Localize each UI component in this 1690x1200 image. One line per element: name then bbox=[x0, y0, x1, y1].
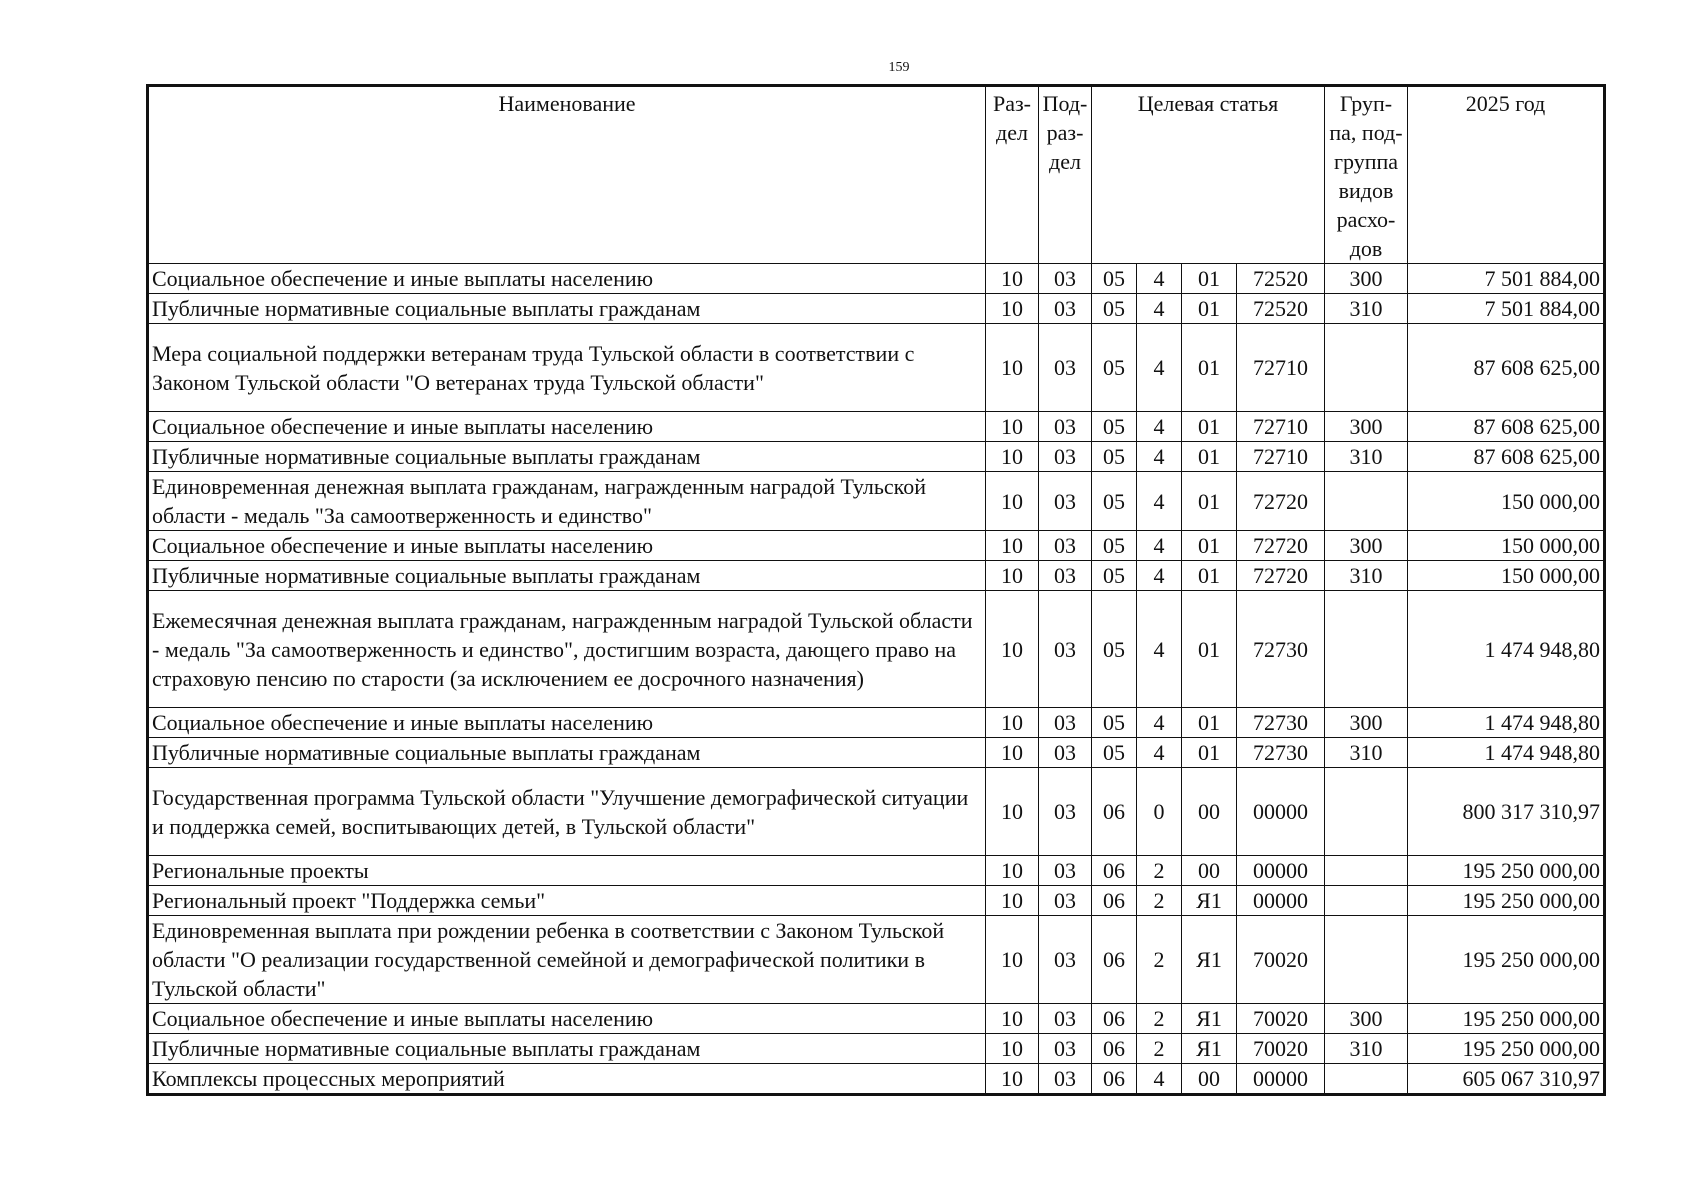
cell-target-direction: 72720 bbox=[1237, 561, 1325, 591]
cell-section: 10 bbox=[986, 472, 1039, 531]
cell-name: Социальное обеспечение и иные выплаты населению bbox=[149, 531, 986, 561]
cell-target-direction: 72730 bbox=[1237, 591, 1325, 708]
cell-name: Публичные нормативные социальные выплаты гражданам bbox=[149, 561, 986, 591]
cell-target-subprogram: 4 bbox=[1137, 591, 1182, 708]
cell-name: Государственная программа Тульской области "Улучшение демографической ситуации и поддержка семей, воспитывающих детей, в Тульской области" bbox=[149, 768, 986, 856]
table-row bbox=[149, 472, 1604, 531]
cell-target-direction: 72520 bbox=[1237, 264, 1325, 294]
page-number: 159 bbox=[888, 60, 910, 75]
cell-expense-group bbox=[1325, 472, 1408, 531]
cell-section: 10 bbox=[986, 856, 1039, 886]
cell-name: Региональные проекты bbox=[149, 856, 986, 886]
cell-section: 10 bbox=[986, 324, 1039, 412]
cell-amount: 7 501 884,00 bbox=[1408, 264, 1604, 294]
cell-amount: 605 067 310,97 bbox=[1408, 1064, 1604, 1094]
cell-target-event: 01 bbox=[1182, 412, 1237, 442]
cell-target-subprogram: 2 bbox=[1137, 1004, 1182, 1034]
cell-target-subprogram: 4 bbox=[1137, 531, 1182, 561]
cell-name: Публичные нормативные социальные выплаты гражданам bbox=[149, 294, 986, 324]
cell-section: 10 bbox=[986, 591, 1039, 708]
header-year: 2025 год bbox=[1408, 87, 1604, 264]
cell-expense-group: 310 bbox=[1325, 294, 1408, 324]
cell-target-program: 06 bbox=[1092, 886, 1137, 916]
table-row bbox=[149, 264, 1604, 294]
cell-expense-group bbox=[1325, 591, 1408, 708]
cell-name: Единовременная денежная выплата гражданам, награжденным наградой Тульской области - медаль "За самоотверженность и единство" bbox=[149, 472, 986, 531]
cell-target-event: 01 bbox=[1182, 442, 1237, 472]
cell-target-event: 01 bbox=[1182, 531, 1237, 561]
cell-target-program: 05 bbox=[1092, 294, 1137, 324]
cell-target-event: Я1 bbox=[1182, 886, 1237, 916]
cell-section: 10 bbox=[986, 886, 1039, 916]
cell-target-program: 06 bbox=[1092, 1064, 1137, 1094]
cell-subsection: 03 bbox=[1039, 442, 1092, 472]
cell-target-event: Я1 bbox=[1182, 916, 1237, 1004]
cell-name: Социальное обеспечение и иные выплаты населению bbox=[149, 412, 986, 442]
cell-target-program: 06 bbox=[1092, 1004, 1137, 1034]
cell-target-direction: 72710 bbox=[1237, 412, 1325, 442]
cell-expense-group: 310 bbox=[1325, 442, 1408, 472]
cell-target-event: 01 bbox=[1182, 561, 1237, 591]
cell-subsection: 03 bbox=[1039, 531, 1092, 561]
header-name: Наименование bbox=[149, 87, 986, 264]
cell-expense-group: 310 bbox=[1325, 561, 1408, 591]
cell-target-subprogram: 4 bbox=[1137, 738, 1182, 768]
header-expense-group: Груп- па, под- группа видов расхо- дов bbox=[1325, 87, 1408, 264]
cell-target-subprogram: 4 bbox=[1137, 294, 1182, 324]
cell-target-program: 05 bbox=[1092, 708, 1137, 738]
cell-expense-group bbox=[1325, 324, 1408, 412]
cell-amount: 150 000,00 bbox=[1408, 531, 1604, 561]
table-row bbox=[149, 442, 1604, 472]
cell-expense-group: 300 bbox=[1325, 264, 1408, 294]
cell-amount: 1 474 948,80 bbox=[1408, 591, 1604, 708]
cell-section: 10 bbox=[986, 1034, 1039, 1064]
cell-amount: 195 250 000,00 bbox=[1408, 1034, 1604, 1064]
cell-target-event: 00 bbox=[1182, 768, 1237, 856]
cell-expense-group bbox=[1325, 916, 1408, 1004]
cell-target-program: 05 bbox=[1092, 412, 1137, 442]
cell-amount: 87 608 625,00 bbox=[1408, 442, 1604, 472]
cell-section: 10 bbox=[986, 561, 1039, 591]
cell-subsection: 03 bbox=[1039, 1034, 1092, 1064]
cell-amount: 800 317 310,97 bbox=[1408, 768, 1604, 856]
cell-section: 10 bbox=[986, 264, 1039, 294]
table-header bbox=[149, 87, 1604, 264]
cell-target-direction: 70020 bbox=[1237, 916, 1325, 1004]
cell-name: Единовременная выплата при рождении ребенка в соответствии с Законом Тульской области "О реализации государственной семейной и демографической политики в Тульской области" bbox=[149, 916, 986, 1004]
cell-target-direction: 00000 bbox=[1237, 1064, 1325, 1094]
cell-section: 10 bbox=[986, 294, 1039, 324]
cell-subsection: 03 bbox=[1039, 856, 1092, 886]
cell-target-direction: 00000 bbox=[1237, 886, 1325, 916]
cell-name: Публичные нормативные социальные выплаты гражданам bbox=[149, 442, 986, 472]
cell-target-event: 01 bbox=[1182, 738, 1237, 768]
header-target-article: Целевая статья bbox=[1092, 87, 1325, 264]
cell-target-event: 01 bbox=[1182, 294, 1237, 324]
cell-subsection: 03 bbox=[1039, 1064, 1092, 1094]
cell-target-subprogram: 4 bbox=[1137, 442, 1182, 472]
cell-name: Региональный проект "Поддержка семьи" bbox=[149, 886, 986, 916]
cell-target-direction: 70020 bbox=[1237, 1004, 1325, 1034]
cell-target-event: 00 bbox=[1182, 1064, 1237, 1094]
cell-target-subprogram: 4 bbox=[1137, 472, 1182, 531]
cell-amount: 1 474 948,80 bbox=[1408, 708, 1604, 738]
cell-expense-group: 300 bbox=[1325, 531, 1408, 561]
cell-section: 10 bbox=[986, 1004, 1039, 1034]
cell-target-event: 01 bbox=[1182, 472, 1237, 531]
cell-expense-group: 300 bbox=[1325, 708, 1408, 738]
table-row bbox=[149, 738, 1604, 768]
cell-subsection: 03 bbox=[1039, 591, 1092, 708]
cell-subsection: 03 bbox=[1039, 412, 1092, 442]
cell-name: Ежемесячная денежная выплата гражданам, награжденным наградой Тульской области - медаль "За самоотверженность и единство", достигшим возраста, дающего право на страховую пенсию по старости (за исключением ее досрочного назначения) bbox=[149, 591, 986, 708]
cell-target-event: Я1 bbox=[1182, 1004, 1237, 1034]
cell-subsection: 03 bbox=[1039, 1004, 1092, 1034]
cell-name: Комплексы процессных мероприятий bbox=[149, 1064, 986, 1094]
cell-expense-group bbox=[1325, 768, 1408, 856]
cell-subsection: 03 bbox=[1039, 886, 1092, 916]
cell-target-program: 06 bbox=[1092, 768, 1137, 856]
cell-target-direction: 72720 bbox=[1237, 531, 1325, 561]
cell-amount: 195 250 000,00 bbox=[1408, 1004, 1604, 1034]
table-row bbox=[149, 294, 1604, 324]
cell-expense-group: 300 bbox=[1325, 1004, 1408, 1034]
cell-amount: 150 000,00 bbox=[1408, 561, 1604, 591]
cell-section: 10 bbox=[986, 412, 1039, 442]
cell-target-direction: 00000 bbox=[1237, 768, 1325, 856]
table-row bbox=[149, 768, 1604, 856]
cell-amount: 195 250 000,00 bbox=[1408, 886, 1604, 916]
cell-expense-group bbox=[1325, 886, 1408, 916]
table-row bbox=[149, 561, 1604, 591]
cell-expense-group bbox=[1325, 1064, 1408, 1094]
cell-target-program: 06 bbox=[1092, 916, 1137, 1004]
cell-target-program: 05 bbox=[1092, 738, 1137, 768]
cell-section: 10 bbox=[986, 768, 1039, 856]
cell-target-direction: 72730 bbox=[1237, 708, 1325, 738]
cell-subsection: 03 bbox=[1039, 768, 1092, 856]
cell-target-program: 06 bbox=[1092, 1034, 1137, 1064]
cell-amount: 195 250 000,00 bbox=[1408, 856, 1604, 886]
cell-name: Социальное обеспечение и иные выплаты населению bbox=[149, 708, 986, 738]
cell-section: 10 bbox=[986, 916, 1039, 1004]
cell-subsection: 03 bbox=[1039, 324, 1092, 412]
table-row bbox=[149, 1064, 1604, 1094]
cell-target-program: 05 bbox=[1092, 591, 1137, 708]
cell-target-subprogram: 4 bbox=[1137, 708, 1182, 738]
table-row bbox=[149, 1004, 1604, 1034]
cell-amount: 87 608 625,00 bbox=[1408, 324, 1604, 412]
cell-expense-group: 310 bbox=[1325, 1034, 1408, 1064]
cell-target-event: 01 bbox=[1182, 264, 1237, 294]
cell-target-direction: 72710 bbox=[1237, 324, 1325, 412]
cell-target-direction: 70020 bbox=[1237, 1034, 1325, 1064]
cell-expense-group bbox=[1325, 856, 1408, 886]
cell-target-subprogram: 4 bbox=[1137, 412, 1182, 442]
cell-subsection: 03 bbox=[1039, 738, 1092, 768]
cell-target-event: 01 bbox=[1182, 324, 1237, 412]
cell-target-program: 05 bbox=[1092, 442, 1137, 472]
cell-target-program: 05 bbox=[1092, 472, 1137, 531]
table-row bbox=[149, 916, 1604, 1004]
cell-name: Социальное обеспечение и иные выплаты населению bbox=[149, 264, 986, 294]
cell-subsection: 03 bbox=[1039, 561, 1092, 591]
cell-subsection: 03 bbox=[1039, 264, 1092, 294]
budget-table bbox=[148, 86, 1604, 1094]
table-row bbox=[149, 412, 1604, 442]
cell-target-subprogram: 4 bbox=[1137, 1064, 1182, 1094]
table-row bbox=[149, 708, 1604, 738]
table-row bbox=[149, 324, 1604, 412]
cell-section: 10 bbox=[986, 531, 1039, 561]
table-body bbox=[149, 264, 1604, 1094]
cell-target-program: 05 bbox=[1092, 324, 1137, 412]
cell-section: 10 bbox=[986, 442, 1039, 472]
cell-amount: 150 000,00 bbox=[1408, 472, 1604, 531]
cell-subsection: 03 bbox=[1039, 294, 1092, 324]
cell-target-subprogram: 2 bbox=[1137, 916, 1182, 1004]
cell-target-direction: 72710 bbox=[1237, 442, 1325, 472]
cell-subsection: 03 bbox=[1039, 708, 1092, 738]
cell-target-event: 01 bbox=[1182, 708, 1237, 738]
cell-target-event: 01 bbox=[1182, 591, 1237, 708]
table-row bbox=[149, 886, 1604, 916]
cell-section: 10 bbox=[986, 1064, 1039, 1094]
cell-target-event: 00 bbox=[1182, 856, 1237, 886]
cell-amount: 87 608 625,00 bbox=[1408, 412, 1604, 442]
cell-target-subprogram: 2 bbox=[1137, 886, 1182, 916]
table-row bbox=[149, 591, 1604, 708]
cell-expense-group: 300 bbox=[1325, 412, 1408, 442]
cell-target-program: 05 bbox=[1092, 531, 1137, 561]
cell-target-program: 05 bbox=[1092, 561, 1137, 591]
table-row bbox=[149, 1034, 1604, 1064]
cell-name: Публичные нормативные социальные выплаты гражданам bbox=[149, 1034, 986, 1064]
cell-subsection: 03 bbox=[1039, 916, 1092, 1004]
cell-target-subprogram: 4 bbox=[1137, 324, 1182, 412]
table-row bbox=[149, 856, 1604, 886]
cell-target-subprogram: 0 bbox=[1137, 768, 1182, 856]
table-row bbox=[149, 531, 1604, 561]
cell-target-direction: 72730 bbox=[1237, 738, 1325, 768]
cell-section: 10 bbox=[986, 708, 1039, 738]
cell-target-program: 06 bbox=[1092, 856, 1137, 886]
cell-subsection: 03 bbox=[1039, 472, 1092, 531]
header-subsection: Под- раз- дел bbox=[1039, 87, 1092, 264]
cell-name: Мера социальной поддержки ветеранам труда Тульской области в соответствии с Законом Тульской области "О ветеранах труда Тульской области" bbox=[149, 324, 986, 412]
cell-target-direction: 72720 bbox=[1237, 472, 1325, 531]
cell-amount: 7 501 884,00 bbox=[1408, 294, 1604, 324]
cell-target-program: 05 bbox=[1092, 264, 1137, 294]
cell-target-direction: 72520 bbox=[1237, 294, 1325, 324]
cell-name: Социальное обеспечение и иные выплаты населению bbox=[149, 1004, 986, 1034]
cell-target-subprogram: 2 bbox=[1137, 856, 1182, 886]
cell-amount: 1 474 948,80 bbox=[1408, 738, 1604, 768]
cell-target-subprogram: 4 bbox=[1137, 264, 1182, 294]
cell-name: Публичные нормативные социальные выплаты гражданам bbox=[149, 738, 986, 768]
cell-target-subprogram: 2 bbox=[1137, 1034, 1182, 1064]
header-section: Раз- дел bbox=[986, 87, 1039, 264]
cell-section: 10 bbox=[986, 738, 1039, 768]
cell-target-subprogram: 4 bbox=[1137, 561, 1182, 591]
cell-expense-group: 310 bbox=[1325, 738, 1408, 768]
cell-target-event: Я1 bbox=[1182, 1034, 1237, 1064]
cell-amount: 195 250 000,00 bbox=[1408, 916, 1604, 1004]
cell-target-direction: 00000 bbox=[1237, 856, 1325, 886]
